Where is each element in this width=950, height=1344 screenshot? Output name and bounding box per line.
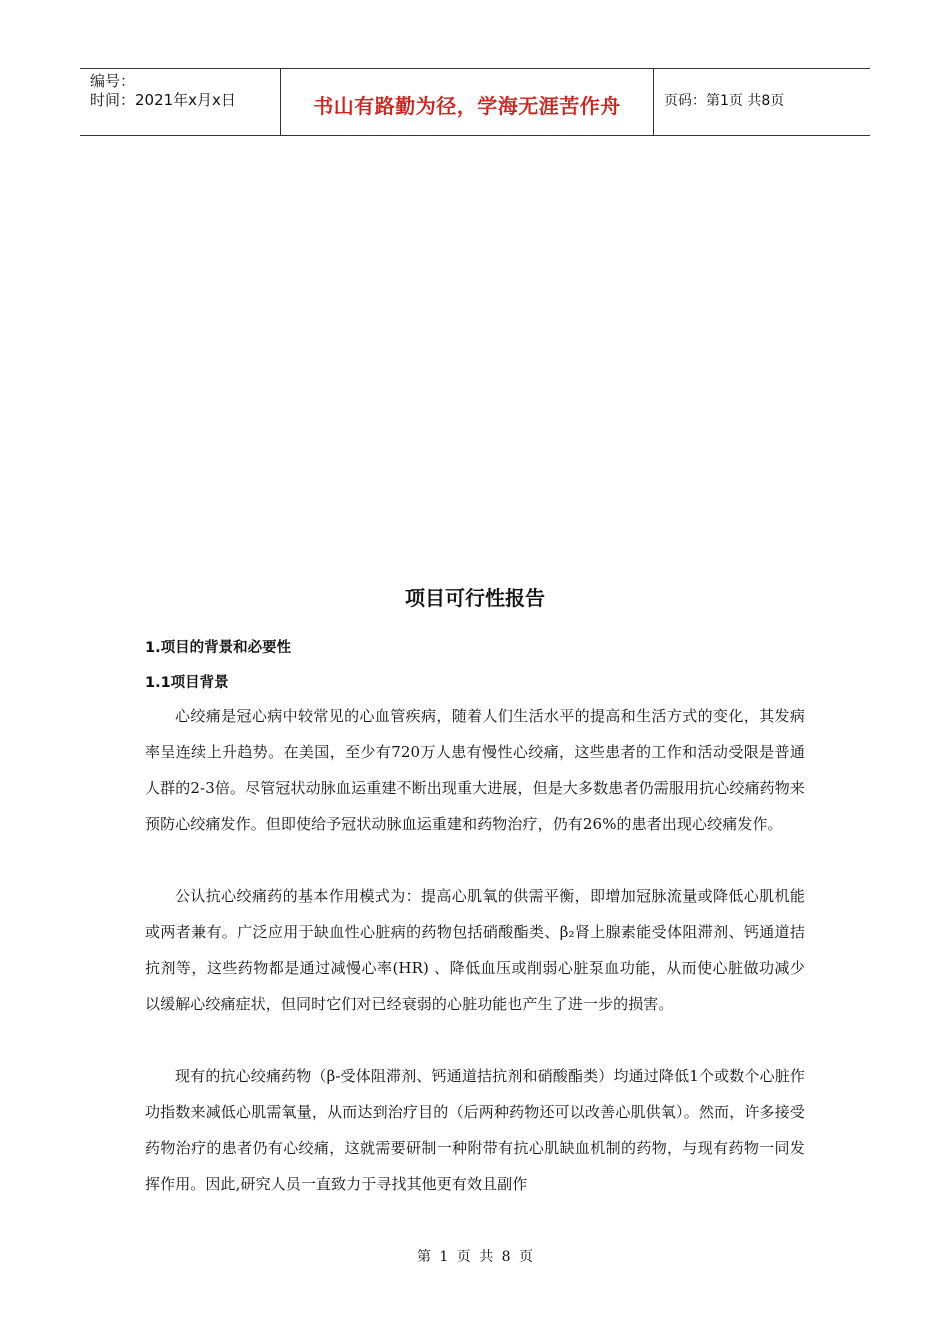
body-paragraph: 心绞痛是冠心病中较常见的心血管疾病，随着人们生活水平的提高和生活方式的变化，其发病率呈连续上升趋势。在美国，至少有720万人患有慢性心绞痛，这些患者的工作和活动受限是普通人群的2-3倍。尽管冠状动脉血运重建不断出现重大进展，但是大多数患者仍需服用抗心绞痛药物来预防心绞痛发作。但即使给予冠状动脉血运重建和药物治疗，仍有26%的患者出现心绞痛发作。 xyxy=(145,707,805,833)
page-code: 页码：第1页 共8页 xyxy=(664,93,785,109)
document-header xyxy=(80,68,870,136)
header-page-cell xyxy=(654,69,871,136)
body-paragraph: 现有的抗心绞痛药物（β-受体阻滞剂、钙通道拮抗剂和硝酸酯类）均通过降低1个或数个心脏作功指数来减低心肌需氧量，从而达到治疗目的（后两种药物还可以改善心肌供氧）。然而，许多接受药物治疗的患者仍有心绞痛，这就需要研制一种附带有抗心肌缺血机制的药物，与现有药物一同发挥作用。因此,研究人员一直致力于寻找其他更有效且副作 xyxy=(145,1067,805,1193)
time-label: 时间：2021年x月x日 xyxy=(90,91,236,109)
header-motto-cell xyxy=(281,69,654,136)
code-label: 编号： xyxy=(90,72,136,90)
section-heading-1-1: 1.1项目背景 xyxy=(145,675,229,691)
page-footer: 第 1 页 共 8 页 xyxy=(416,1249,534,1265)
document-title: 项目可行性报告 xyxy=(405,586,545,610)
motto-text: 书山有路勤为径，学海无涯苦作舟 xyxy=(313,93,621,118)
body-paragraph: 公认抗心绞痛药的基本作用模式为：提高心肌氧的供需平衡，即增加冠脉流量或降低心肌机能或两者兼有。广泛应用于缺血性心脏病的药物包括硝酸酯类、β₂肾上腺素能受体阻滞剂、钙通道拮抗剂等，这些药物都是通过减慢心率(HR) 、降低血压或削弱心脏泵血功能，从而使心脏做功减少以缓解心绞痛症状，但同时它们对已经衰弱的心脏功能也产生了进一步的损害。 xyxy=(145,887,805,1013)
header-meta-cell xyxy=(80,69,281,136)
section-heading-1: 1.项目的背景和必要性 xyxy=(145,640,292,656)
